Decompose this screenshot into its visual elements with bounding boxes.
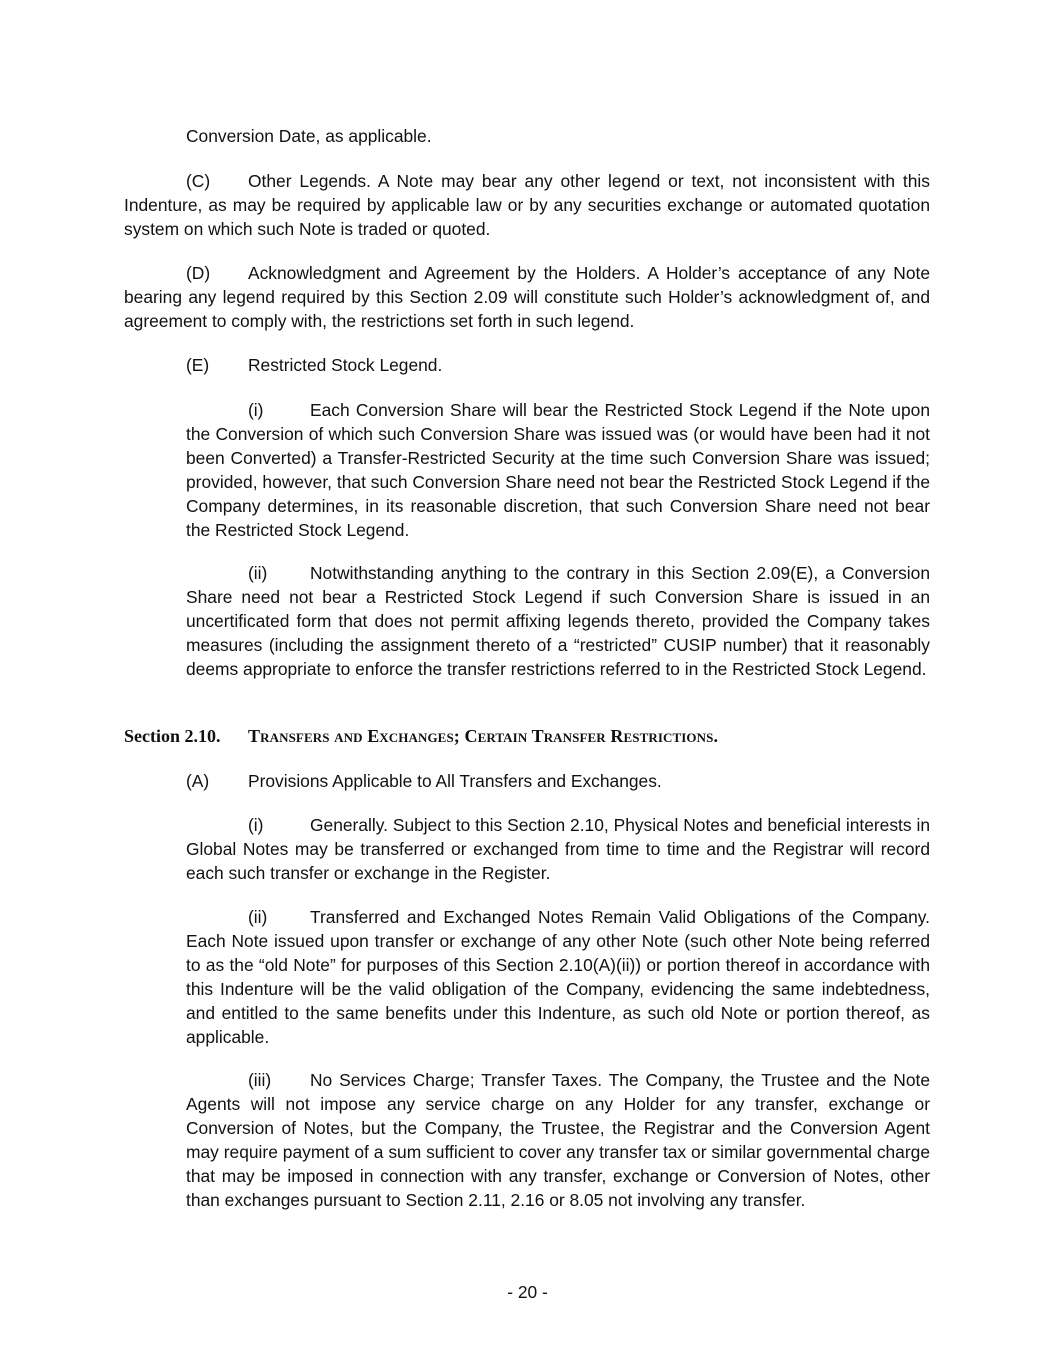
paragraph-a-ii [186, 905, 930, 1049]
paragraph-e-ii-label: (ii) [248, 563, 268, 583]
paragraph-a-i-text: Generally. Subject to this Section 2.10, Physical Notes and beneficial interests in Global Notes may be transferred or exchanged from time to time and the Registrar will record each such transfer or exchange in the Register. [186, 815, 930, 883]
paragraph-a-i [186, 813, 930, 885]
continuation-text: Conversion Date, as applicable. [186, 126, 432, 146]
paragraph-a-iii-label: (iii) [248, 1070, 272, 1090]
paragraph-e-i-text: Each Conversion Share will bear the Restricted Stock Legend if the Note upon the Conversion of which such Conversion Share was issued was (or would have been had it not been Converted) a Transfer-Restricted Security at the time such Conversion Share was issued; provided, however, that such Conversion Share need not bear the Restricted Stock Legend if the Company determines, in its reasonable discretion, that such Conversion Share need not bear the Restricted Stock Legend. [186, 400, 930, 540]
paragraph-a-i-label: (i) [248, 815, 264, 835]
paragraph-e-label: (E) [186, 355, 210, 375]
paragraph-e-text: Restricted Stock Legend. [248, 355, 443, 375]
paragraph-a [124, 769, 930, 793]
paragraph-c [124, 169, 930, 241]
paragraph-e-i [186, 398, 930, 542]
paragraph-d-text: Acknowledgment and Agreement by the Holders. A Holder’s acceptance of any Note bearing any legend required by this Section 2.09 will constitute such Holder’s acknowledgment of, and agreement to comply with, the restrictions set forth in such legend. [124, 263, 930, 331]
paragraph-c-text: Other Legends. A Note may bear any other legend or text, not inconsistent with this Indenture, as may be required by applicable law or by any securities exchange or automated quotation system on which such Note is traded or quoted. [124, 171, 930, 239]
paragraph-e [124, 353, 930, 377]
section-heading [124, 724, 930, 748]
paragraph-e-ii-text: Notwithstanding anything to the contrary in this Section 2.09(E), a Conversion Share need not bear a Restricted Stock Legend if such Conversion Share is issued in an uncertificated form that does not permit affixing legends thereto, provided the Company takes measures (including the assignment thereto of a “restricted” CUSIP number) that it reasonably deems appropriate to enforce the transfer restrictions referred to in the Restricted Stock Legend. [186, 563, 930, 679]
page-number: - 20 - [507, 1282, 548, 1302]
paragraph-a-text: Provisions Applicable to All Transfers and Exchanges. [248, 771, 662, 791]
paragraph-e-ii [186, 561, 930, 681]
paragraph-c-label: (C) [186, 171, 211, 191]
paragraph-a-ii-text: Transferred and Exchanged Notes Remain Valid Obligations of the Company. Each Note issued upon transfer or exchange of any other Note (such other Note being referred to as the “old Note” for purposes of this Section 2.10(A)(ii)) or portion thereof in accordance with this Indenture will be the valid obligation of the Company, evidencing the same indebtedness, and entitled to the same benefits under this Indenture, as such old Note or portion thereof, as applicable. [186, 907, 930, 1047]
paragraph-e-i-label: (i) [248, 400, 264, 420]
paragraph-a-iii [186, 1068, 930, 1212]
paragraph-d [124, 261, 930, 333]
paragraph-a-ii-label: (ii) [248, 907, 268, 927]
paragraph-a-iii-text: No Services Charge; Transfer Taxes. The Company, the Trustee and the Note Agents will not impose any service charge on any Holder for any transfer, exchange or Conversion of Notes, but the Company, the Trustee, the Registrar and the Conversion Agent may require payment of a sum sufficient to cover any transfer tax or similar governmental charge that may be imposed in connection with any transfer, exchange or Conversion of Notes, other than exchanges pursuant to Section 2.11, 2.16 or 8.05 not involving any transfer. [186, 1070, 930, 1210]
section-title: Transfers and Exchanges; Certain Transfer Restrictions. [248, 726, 719, 746]
paragraph-d-label: (D) [186, 263, 211, 283]
section-number: Section 2.10. [124, 726, 221, 746]
paragraph-a-label: (A) [186, 771, 210, 791]
